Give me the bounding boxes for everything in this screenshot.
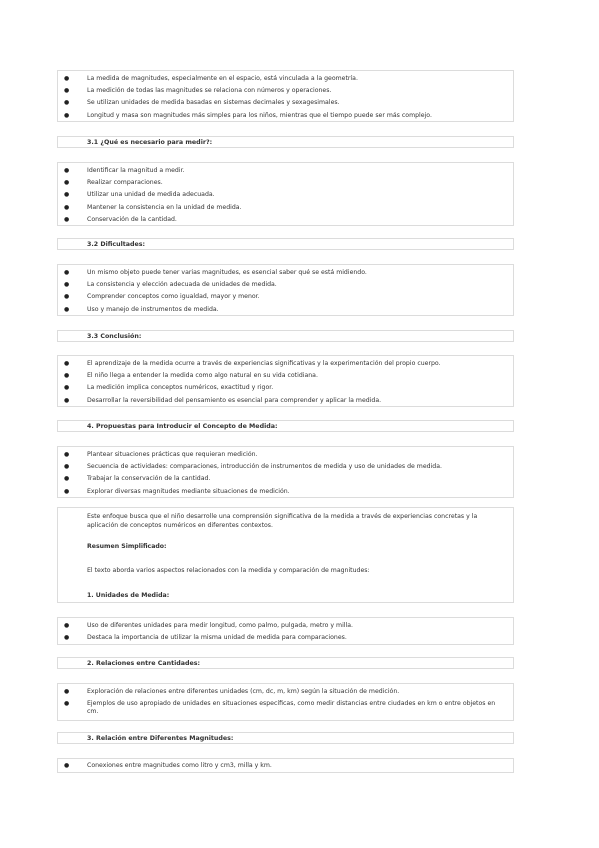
bullet-icon: ● — [64, 360, 70, 367]
bullet-list: ● Conexiones entre magnitudes como litro y cm3, milla y km. — [57, 758, 514, 773]
section-heading: 3. Relación entre Diferentes Magnitudes: — [57, 732, 514, 744]
bullet-icon: ● — [64, 372, 70, 379]
summary-block — [57, 507, 514, 603]
section-heading: 4. Propuestas para Introducir el Concepto de Medida: — [57, 420, 514, 432]
bullet-icon: ● — [64, 397, 70, 404]
bullet-list: ● La medida de magnitudes, especialmente en el espacio, está vinculada a la geometría. ● La medición de todas las magnitudes se relaciona con números y operaciones. ● Se utilizan unidades de medida basadas en sistemas decimales y sexagesimales. ● Longitud y masa son magnitudes más simples para los niños, mientras que el tiempo puede ser más complejo. — [57, 70, 514, 122]
bullet-icon: ● — [64, 167, 70, 174]
section-heading: 3.2 Dificultades: — [57, 238, 514, 250]
section-heading: 3.1 ¿Qué es necesario para medir?: — [57, 136, 514, 148]
bullet-icon: ● — [64, 204, 70, 211]
bullet-icon: ● — [64, 634, 70, 641]
bullet-icon: ● — [64, 463, 70, 470]
bullet-icon: ● — [64, 762, 70, 769]
bullet-list: ● El aprendizaje de la medida ocurre a través de experiencias significativas y la experimentación del propio cuerpo. ● El niño llega a entender la medida como algo natural en su vida cotidiana. ● La medición implica conceptos numéricos, exactitud y rigor. ● Desarrollar la reversibilidad del pensamiento es esencial para comprender y aplicar la medida. — [57, 355, 514, 407]
bullet-icon: ● — [64, 384, 70, 391]
bullet-icon: ● — [64, 281, 70, 288]
section-heading: 2. Relaciones entre Cantidades: — [57, 657, 514, 669]
summary-subheading: 1. Unidades de Medida: — [87, 592, 170, 599]
bullet-icon: ● — [64, 112, 70, 119]
bullet-list: ● Identificar la magnitud a medir. ● Realizar comparaciones. ● Utilizar una unidad de medida adecuada. ● Mantener la consistencia en la unidad de medida. ● Conservación de la cantidad. — [57, 162, 514, 226]
bullet-icon: ● — [64, 488, 70, 495]
bullet-icon: ● — [64, 75, 70, 82]
summary-title: Resumen Simplificado: — [87, 543, 167, 550]
bullet-icon: ● — [64, 293, 70, 300]
bullet-list: ● Exploración de relaciones entre diferentes unidades (cm, dc, m, km) según la situación de medición. ● Ejemplos de uso apropiado de unidades en situaciones específicas, como medir distancias entre ciudades en km o entre objetos en cm. — [57, 683, 514, 721]
bullet-list: ● Un mismo objeto puede tener varias magnitudes, es esencial saber qué se está midiendo. ● La consistencia y elección adecuada de unidades de medida. ● Comprender conceptos como igualdad, mayor y menor. ● Uso y manejo de instrumentos de medida. — [57, 264, 514, 316]
bullet-list: ● Uso de diferentes unidades para medir longitud, como palmo, pulgada, metro y milla. ● Destaca la importancia de utilizar la misma unidad de medida para comparaciones. — [57, 617, 514, 645]
summary-intro: El texto aborda varios aspectos relacionados con la medida y comparación de magnitudes: — [87, 567, 370, 574]
bullet-icon: ● — [64, 269, 70, 276]
bullet-icon: ● — [64, 475, 70, 482]
bullet-icon: ● — [64, 191, 70, 198]
bullet-icon: ● — [64, 622, 70, 629]
bullet-icon: ● — [64, 179, 70, 186]
bullet-icon: ● — [64, 306, 70, 313]
summary-paragraph: Este enfoque busca que el niño desarrolle una comprensión significativa de la medida a través de experiencias concretas y la aplicación de conceptos numéricos en diferentes contextos. — [87, 513, 478, 529]
bullet-list: ● Plantear situaciones prácticas que requieran medición. ● Secuencia de actividades: comparaciones, introducción de instrumentos de medida y uso de unidades de medida. ● Trabajar la conservación de la cantidad. ● Explorar diversas magnitudes mediante situaciones de medición. — [57, 446, 514, 498]
bullet-icon: ● — [64, 688, 70, 695]
bullet-icon: ● — [64, 99, 70, 106]
bullet-icon: ● — [64, 216, 70, 223]
bullet-icon: ● — [64, 700, 70, 707]
bullet-icon: ● — [64, 451, 70, 458]
bullet-icon: ● — [64, 87, 70, 94]
section-heading: 3.3 Conclusión: — [57, 330, 514, 342]
